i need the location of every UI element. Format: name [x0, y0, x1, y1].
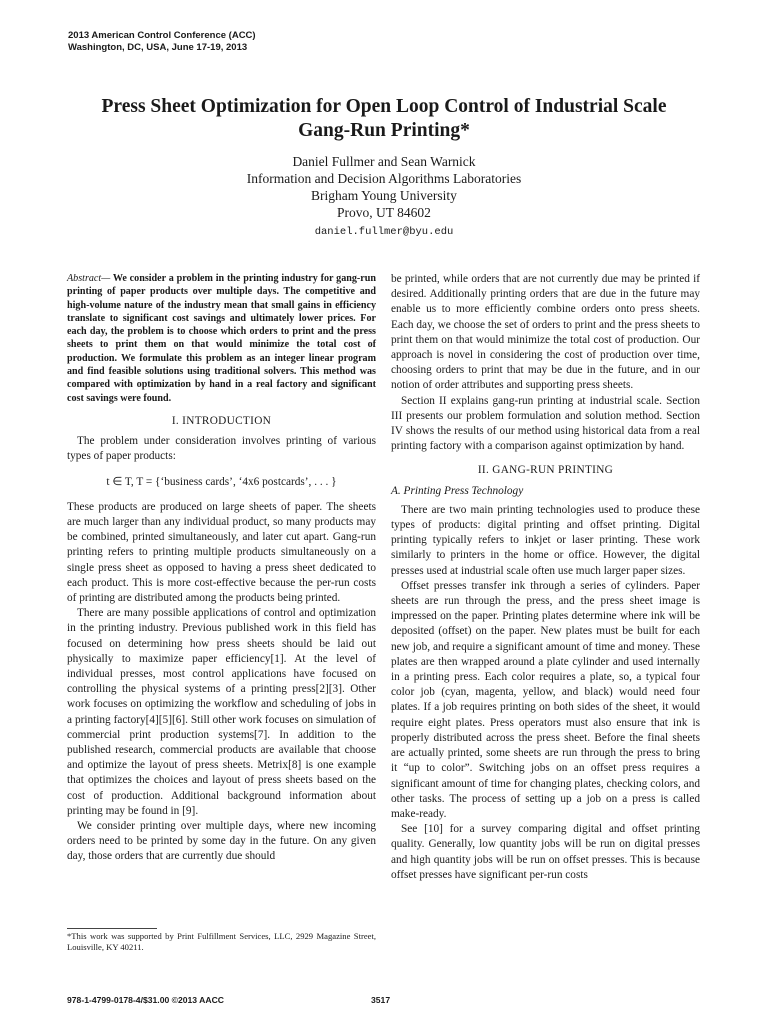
press-tech-paragraph-2: Offset presses transfer ink through a series of cylinders. Paper sheets are run through the press, and the press sheet image is impressed on the paper. Printing plates determine where ink will be deposited (offset) on the paper. New plates must be built for each new job, and require a significant amount of time and money. These plates are then wrapped around a plate cylinder and used internally in a printing press. Each color requires a plate, so, a typical four color job (cyan, magenta, yellow, and black) would need four plates. If a job requires printing on both sides of the sheet, it would require eight plates. Press operators must also ensure that ink is properly distributed across the press sheet. Before the final sheets are actually printed, some sheets are run through the press to bring it “up to color”. Switching jobs on an offset press requires a significant amount of time for changing plates, checking colors, and other tasks. The process of setting up a job on a press is called make-ready.: [391, 579, 700, 820]
paper-title-line1: Press Sheet Optimization for Open Loop Control of Industrial Scale: [101, 96, 667, 117]
author-block: [40, 153, 728, 241]
subsection-heading-press-technology: A. Printing Press Technology: [391, 484, 524, 497]
footer-isbn: 978-1-4799-0178-4/$31.00 ©2013 AACC: [67, 995, 224, 1005]
press-tech-paragraph-3: See [10] for a survey comparing digital and offset printing quality. Generally, low quantity jobs will be run on digital presses and high quantity jobs will be run on offset presses. This is because offset presses have significant per-run costs: [391, 823, 700, 881]
conference-name: 2013 American Control Conference (ACC): [68, 30, 256, 41]
intro-paragraph-outline: Section II explains gang-run printing at industrial scale. Section III presents our problem formulation and solution method. Section IV shows the results of our method using historical data from a real printing factory with a comparison against optimization by hand.: [391, 394, 700, 453]
conference-location: Washington, DC, USA, June 17-19, 2013: [68, 42, 248, 53]
author-lab: Information and Decision Algorithms Laboratories: [246, 171, 522, 186]
footnote-divider: [67, 928, 157, 929]
paper-title: [40, 95, 728, 143]
author-email: daniel.fullmer@byu.edu: [314, 226, 454, 238]
left-column: [67, 272, 376, 865]
intro-paragraph-3: There are many possible applications of control and optimization in the printing industry. Previous published work in this field has focused on determining how press sheets should be laid out physically to maximize paper efficiency[1]. At the level of individual presses, most control applications have focused on controlling the physical systems of a printing press[2][3]. Other work focuses on optimizing the workflow and scheduling of jobs in a printing factory[4][5][6]. Still other work focuses on simulation of commercial print production systems[7]. In addition to the published research, commercial products are available that choose and optimize the layout of press sheets. Metrix[8] is one example that optimizes the choices and layout of press sheets based on the cost of production. Additional background information about printing may be found in [9].: [67, 607, 376, 817]
intro-paragraph-1: The problem under consideration involves printing of various types of paper products:: [67, 435, 376, 463]
paper-title-line2: Gang-Run Printing*: [298, 120, 470, 141]
abstract-label: Abstract: [67, 273, 102, 284]
section-heading-gang-run: II. GANG-RUN PRINTING: [477, 464, 614, 477]
author-location: Provo, UT 84602: [337, 205, 431, 220]
author-names: Daniel Fullmer and Sean Warnick: [292, 154, 476, 169]
author-university: Brigham Young University: [311, 188, 457, 203]
title-block: [40, 95, 728, 241]
intro-paragraph-2: These products are produced on large sheets of paper. The sheets are much larger than any individual product, so many products may be combined, printed simultaneously, and later cut apart. Gang-run printing refers to printing multiple products simultaneously on a single press sheet as opposed to having a press sheet dedicated to each product. This is more cost-effective because the per-run costs of printing are distributed among the products being printed.: [67, 500, 376, 604]
intro-paragraph-continued: be printed, while orders that are not currently due may be printed if desired. Additionally printing orders that are due in the future may enable us to more efficiently combine orders onto press sheets. Each day, we choose the set of orders to print and the press sheets to print them on that would minimize the total cost of production. Our approach is novel in considering the cost of production over time, choosing orders to print that may be due in the future, and in our notion of order attributes and supporting press sheets.: [391, 273, 700, 392]
section-heading-introduction: I. INTRODUCTION: [171, 414, 272, 427]
page-number: 3517: [371, 995, 391, 1005]
abstract-text: We consider a problem in the printing industry for gang-run printing of paper products over multiple days. The competitive and high-volume nature of the industry mean that small gains in efficiency translate to significant cost savings and ultimately lower prices. For each day, the problem is to choose which orders to print and the press sheets to print them on that would minimize the total cost of production. We formulate this problem as an integer linear program and find feasible solutions using traditional solvers. This method was compared with optimization by hand in a real factory and significant cost savings were found.: [67, 273, 376, 404]
conference-header: [68, 30, 256, 54]
intro-paragraph-4: We consider printing over multiple days, where new incoming orders need to be printed by some day in the future. On any given day, those orders that are currently due should: [67, 820, 376, 863]
footnote: *This work was supported by Print Fulfillment Services, LLC, 2929 Magazine Street, Louisville, KY 40211.: [67, 931, 376, 952]
abstract: [67, 272, 376, 405]
right-column: [391, 272, 700, 883]
press-tech-paragraph-1: There are two main printing technologies used to produce these types of products: digital printing and offset printing. Digital printing typically refers to inkjet or laser printing. These work similarly to printers in the home or office. However, the digital presses used at industrial scale often use much larger paper sizes.: [391, 503, 700, 577]
abstract-dash: —: [101, 273, 111, 284]
equation-product-set: t ∈ T, T = {‘business cards’, ‘4x6 postcards’, . . . }: [106, 475, 337, 488]
